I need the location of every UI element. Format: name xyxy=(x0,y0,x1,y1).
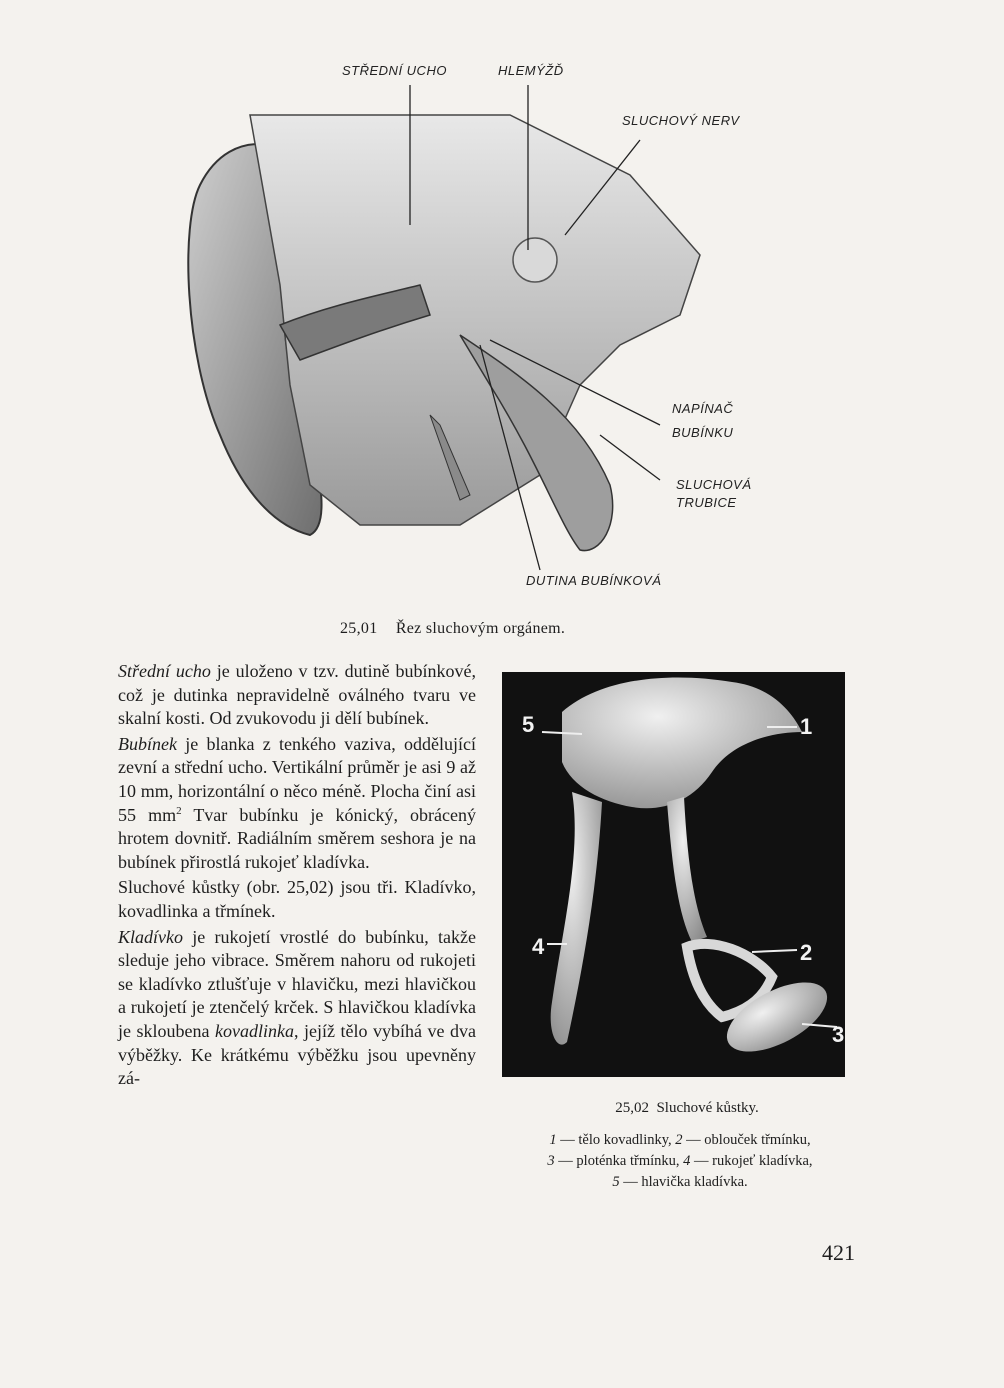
malleus-handle-shape xyxy=(551,792,602,1045)
legend-number: 3 xyxy=(547,1153,555,1169)
figure2-caption-text: Sluchové kůstky. xyxy=(656,1100,759,1116)
legend-line xyxy=(490,1130,870,1151)
ossicles-photo xyxy=(502,672,845,1077)
label-tensor-tympani-2: BUBÍNKU xyxy=(672,425,734,440)
photo-label-1: 1 xyxy=(800,714,813,739)
photo-label-2: 2 xyxy=(800,940,813,965)
label-auditory-tube-2: TRUBICE xyxy=(676,495,737,510)
legend-text: — hlavička kladívka. xyxy=(619,1174,748,1190)
body-text-column xyxy=(118,660,476,1091)
cochlea-shape xyxy=(513,238,557,282)
paragraph-text: , jejíž tělo vybíhá ve dva výběžky. Ke krátkému výběžku jsou upevněny zá- xyxy=(118,1020,476,1089)
page-number: 421 xyxy=(822,1240,855,1265)
label-tensor-tympani-1: NAPÍNAČ xyxy=(672,401,734,416)
label-cochlea: HLEMÝŽĎ xyxy=(498,63,564,78)
legend-text: — tělo kovadlinky, xyxy=(556,1132,676,1148)
paragraph-text: je uloženo v tzv. dutině bubínkové, což je dutinka nepravidelně oválného tvaru ve skalní kosti. Od zvukovodu ji dělí bubínek. xyxy=(118,661,476,729)
legend-line xyxy=(490,1172,870,1193)
superscript: 2 xyxy=(176,804,182,817)
paragraph-text: je blanka z tenkého vaziva, oddělující zevní a střední ucho. Vertikální průměr je asi 9 až 10 mm, horizontální o něco méně. Plocha činí asi 55 mm xyxy=(118,733,476,825)
photo-label-3: 3 xyxy=(832,1022,845,1047)
ossicles-drawing xyxy=(502,672,845,1077)
legend-text: — oblouček třmínku, xyxy=(682,1132,811,1148)
legend-text: — rukojeť kladívka, xyxy=(690,1153,813,1169)
ear-section-drawing xyxy=(160,55,780,615)
term-middle-ear: Střední ucho xyxy=(118,661,211,681)
label-auditory-nerve: SLUCHOVÝ NERV xyxy=(622,113,740,128)
figure2-legend xyxy=(490,1130,870,1193)
term-malleus: Kladívko xyxy=(118,926,183,947)
paragraph xyxy=(118,660,476,731)
paragraph: Sluchové kůstky (obr. 25,02) jsou tři. Kladívko, kovadlinka a třmínek. xyxy=(118,877,476,921)
legend-number: 1 xyxy=(549,1132,557,1148)
photo-label-4: 4 xyxy=(532,934,545,959)
figure1-caption xyxy=(340,620,565,638)
incus-body-shape xyxy=(562,677,802,808)
legend-number: 2 xyxy=(675,1132,683,1148)
label-auditory-tube-1: SLUCHOVÁ xyxy=(676,477,752,492)
photo-label-5: 5 xyxy=(522,712,535,737)
figure2-caption-number: 25,02 xyxy=(615,1100,649,1116)
term-eardrum: Bubínek xyxy=(118,733,177,754)
ear-section-figure xyxy=(160,55,780,635)
figure1-caption-number: 25,01 xyxy=(340,620,378,637)
legend-line xyxy=(490,1151,870,1172)
legend-number: 4 xyxy=(683,1153,691,1169)
figure2-caption xyxy=(502,1100,872,1127)
paragraph xyxy=(118,926,476,1091)
label-tympanic-cavity: DUTINA BUBÍNKOVÁ xyxy=(526,573,662,588)
paragraph-text: je rukojetí vrostlé do bubínku, takže sleduje jeho vibrace. Směrem nahoru od rukojeti se kladívko ztlušťuje v hlavičku, mezi hlavičkou a rukojetí je ztenčelý krček. S hlavičkou kladívka je skloubena xyxy=(118,926,476,1041)
label-middle-ear: STŘEDNÍ UCHO xyxy=(342,63,447,78)
legend-text: — ploténka třmínku, xyxy=(554,1153,684,1169)
legend-number: 5 xyxy=(612,1174,620,1190)
figure1-caption-text: Řez sluchovým orgánem. xyxy=(395,620,566,637)
incus-process-shape xyxy=(667,797,707,942)
paragraph xyxy=(118,733,476,875)
paragraph-text: Tvar bubínku je kónický, obrácený hrotem dovnitř. Radiálním směrem seshora je na bubínek přirostlá rukojeť kladívka. xyxy=(118,804,476,872)
term-incus: kovadlinka xyxy=(215,1020,294,1041)
